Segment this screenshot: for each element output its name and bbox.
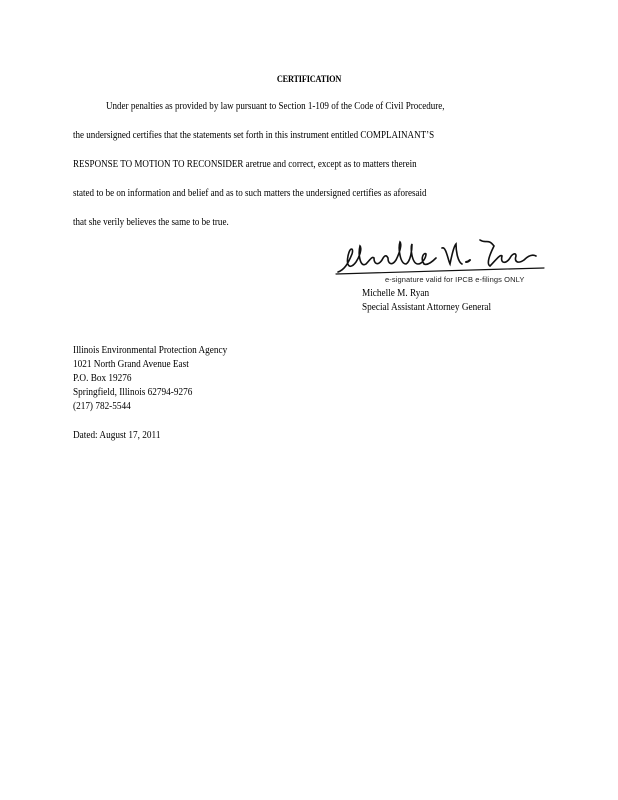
address-line-4: Springfield, Illinois 62794-9276 xyxy=(73,387,193,398)
address-line-2: 1021 North Grand Avenue East xyxy=(73,359,189,370)
signer-name: Michelle M. Ryan xyxy=(362,288,430,299)
address-line-3: P.O. Box 19276 xyxy=(73,373,132,384)
certification-line-4: stated to be on information and belief and as to such matters the undersigned certifies as aforesaid xyxy=(73,188,427,199)
address-line-1: Illinois Environmental Protection Agency xyxy=(73,345,228,356)
certification-line-2: the undersigned certifies that the statements set forth in this instrument entitled COMPLAINANT’S xyxy=(73,130,435,141)
signer-title: Special Assistant Attorney General xyxy=(362,302,492,313)
certification-line-3: RESPONSE TO MOTION TO RECONSIDER aretrue and correct, except as to matters therein xyxy=(73,159,417,170)
e-signature-note: e-signature valid for IPCB e-filings ONLY xyxy=(385,275,525,284)
certification-line-1: Under penalties as provided by law pursuant to Section 1-109 of the Code of Civil Procedure, xyxy=(106,101,445,112)
signature-block xyxy=(330,234,550,294)
dated-line: Dated: August 17, 2011 xyxy=(73,430,161,441)
document-title: CERTIFICATION xyxy=(276,74,342,84)
certification-line-5: that she verily believes the same to be true. xyxy=(73,217,229,228)
address-line-5: (217) 782-5544 xyxy=(73,401,131,412)
